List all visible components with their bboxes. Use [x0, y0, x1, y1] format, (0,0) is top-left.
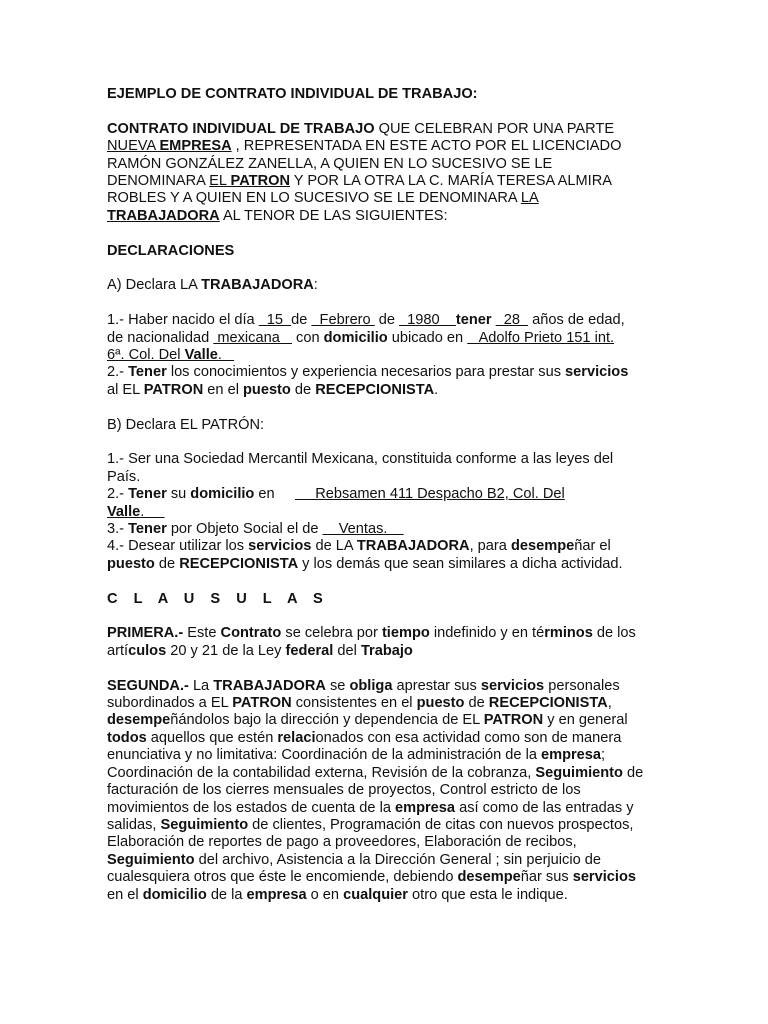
declaraciones-heading: DECLARACIONES	[107, 242, 235, 259]
clause-bold-text: empresa	[395, 799, 456, 816]
clause-bold-text: Trabajo	[360, 642, 413, 659]
clause-primera	[107, 625, 708, 660]
intro-line: RAMÓN GONZÁLEZ ZANELLA, A QUIEN EN LO SUCESIVO SE LE	[107, 155, 553, 172]
intro-underlined-text: NUEVA	[107, 138, 160, 155]
clause-label: PRIMERA.-	[107, 625, 184, 642]
clause-text: personales	[544, 677, 620, 694]
clause-bold-text: tiempo	[381, 625, 430, 642]
clause-text: de	[464, 695, 489, 712]
section-b-heading: B) Declara EL PATRÓN:	[107, 416, 265, 433]
worker-address-field: Valle	[184, 347, 218, 364]
birth-year-field: 1980	[399, 312, 456, 329]
clause-text: ;	[601, 747, 606, 764]
clause-line	[107, 869, 708, 886]
item-text: los conocimientos y experiencia necesarios para prestar sus	[166, 364, 566, 381]
intro-text: ROBLES Y A QUIEN EN LO SUCESIVO SE LE DENOMINARA	[107, 190, 521, 207]
clause-line	[107, 730, 708, 747]
intro-line	[107, 208, 708, 225]
clause-text: se celebra por	[281, 625, 382, 642]
intro-text: AL TENOR DE LAS SIGUIENTES:	[219, 207, 448, 224]
worker-address-field: .	[217, 347, 235, 364]
clause-line	[107, 625, 708, 642]
item-text: de	[291, 312, 312, 329]
item-text: su	[166, 486, 191, 503]
clause-text: subordinados a EL	[107, 695, 233, 712]
item-bold-text: desempe	[510, 538, 575, 555]
item-text: 1.- Haber nacido el día	[107, 312, 259, 329]
intro-text: QUE CELEBRAN POR UNA PARTE	[374, 120, 615, 137]
clause-text: 20 y 21 de la Ley	[166, 642, 286, 659]
item-text: años de edad,	[528, 312, 625, 329]
intro-text: DENOMINARA	[107, 173, 210, 190]
clause-bold-text: federal	[285, 642, 334, 659]
social-object-field: Ventas.	[322, 521, 404, 538]
clause-text: aquellos que estén	[146, 729, 278, 746]
clause-bold-text: servicios	[480, 677, 545, 694]
clause-line	[107, 747, 708, 764]
clause-bold-text: TRABAJADORA	[213, 677, 326, 694]
worker-address-field: Adolfo Prieto 151 int.	[467, 329, 615, 346]
clause-text: de la	[206, 886, 247, 903]
intro-worker-term: TRABAJADORA	[107, 207, 220, 224]
item-text: ubicado en	[387, 329, 468, 346]
item-text: 2.-	[107, 364, 129, 381]
intro-text: Y POR LA OTRA LA C. MARÍA TERESA ALMIRA	[290, 173, 613, 190]
item-bold-text: puesto	[107, 555, 155, 572]
clause-bold-text: Seguimiento	[160, 816, 249, 833]
clause-text: Este	[183, 625, 221, 642]
clause-text: de clientes, Programación de citas con nuevos prospectos,	[248, 816, 634, 833]
nationality-field: mexicana	[213, 329, 292, 346]
item-text: al EL	[107, 381, 144, 398]
clause-bold-text: domicilio	[142, 886, 207, 903]
item-text: con	[291, 329, 324, 346]
clause-line	[107, 800, 708, 817]
section-b-item-4-line	[107, 556, 708, 573]
clause-segunda	[107, 678, 708, 904]
clause-text: o en	[306, 886, 344, 903]
employer-address-field: Rebsamen 411 Despacho B2, Col. Del	[294, 486, 565, 503]
clause-text: del archivo, Asistencia a la Dirección General ; sin perjuicio de	[194, 851, 601, 868]
clause-bold-text: desempe	[457, 869, 521, 886]
clause-line	[107, 887, 708, 904]
clause-line	[107, 695, 708, 712]
clause-line	[107, 678, 708, 695]
item-bold-text: PATRON	[143, 381, 204, 398]
employer-address-field: Valle	[107, 503, 141, 520]
item-text: de	[374, 312, 400, 329]
item-bold-text: domicilio	[190, 486, 255, 503]
clause-bold-text: RECEPCIONISTA	[488, 695, 608, 712]
intro-line	[107, 121, 708, 138]
clause-line: facturación de los cierres mensuales de proyectos, Control estricto de los	[107, 782, 581, 799]
document-title: EJEMPLO DE CONTRATO INDIVIDUAL DE TRABAJO:	[107, 86, 478, 102]
birth-day-field: 15	[258, 312, 292, 329]
clause-bold-text: desempe	[107, 712, 171, 729]
clause-text: consistentes en el	[291, 695, 417, 712]
section-b-item-1-line: País.	[107, 468, 141, 485]
item-bold-text: RECEPCIONISTA	[315, 381, 435, 398]
clause-text: de los	[592, 625, 636, 642]
intro-line	[107, 190, 708, 207]
clause-bold-text: Seguimiento	[535, 764, 623, 781]
worker-address-field: 6ª. Col. Del	[107, 347, 185, 364]
item-bold-text: Tener	[128, 364, 167, 381]
section-b-item-2-line	[107, 504, 708, 521]
clause-bold-text: puesto	[416, 695, 465, 712]
section-a-item-1-line	[107, 330, 708, 347]
clause-text: indefinido y en té	[429, 625, 545, 642]
clause-bold-text: Contrato	[220, 625, 282, 642]
item-text: de	[154, 555, 180, 572]
employer-address-field: .	[140, 503, 165, 520]
clause-text: así como de las entradas y	[455, 799, 634, 816]
intro-bold-text: CONTRATO INDIVIDUAL DE TRABAJO	[107, 120, 375, 137]
item-text: , para	[469, 538, 511, 555]
intro-company-term: EMPRESA	[159, 138, 232, 155]
clause-bold-text: PATRON	[483, 712, 544, 729]
section-a-heading-bold: TRABAJADORA	[201, 277, 314, 294]
item-bold-text: domicilio	[323, 329, 388, 346]
birth-month-field: Febrero	[311, 312, 375, 329]
clause-label: SEGUNDA.-	[107, 677, 189, 694]
clause-text: La	[188, 677, 214, 694]
section-a-item-2-line	[107, 364, 708, 381]
section-a-heading	[107, 277, 708, 294]
clause-bold-text: relaci	[277, 729, 316, 746]
clause-bold-text: servicios	[572, 869, 636, 886]
clause-bold-text: cualquier	[343, 886, 408, 903]
item-bold-text: RECEPCIONISTA	[179, 555, 299, 572]
clause-line	[107, 817, 708, 834]
intro-patron-term: PATRON	[230, 173, 290, 190]
section-a-heading-text: A) Declara LA	[107, 277, 202, 294]
age-field: 28	[495, 312, 529, 329]
clause-line	[107, 765, 708, 782]
section-b-item-4-line	[107, 538, 708, 555]
item-text: de	[290, 381, 316, 398]
item-text: en el	[203, 381, 243, 398]
clause-text: artí	[107, 642, 129, 659]
section-a-heading-text: :	[313, 277, 318, 294]
section-a-item-1-line	[107, 347, 708, 364]
item-text: y los demás que sean similares a dicha actividad.	[298, 555, 623, 572]
item-bold-text: TRABAJADORA	[356, 538, 470, 555]
clause-text: movimientos de los estados de cuenta de la	[107, 799, 395, 816]
item-text: 3.-	[107, 521, 129, 538]
clause-text: ñar sus	[520, 869, 573, 886]
item-bold-text: tener	[455, 312, 492, 329]
section-a-item-2-line	[107, 382, 708, 399]
clause-text: otro que esta le indique.	[407, 886, 568, 903]
intro-line	[107, 138, 708, 155]
clause-text: onados con esa actividad como son de manera	[315, 729, 622, 746]
section-b-item-3-line	[107, 521, 708, 538]
section-b-items	[107, 451, 708, 573]
clause-bold-text: Seguimiento	[107, 851, 195, 868]
clause-text: ,	[607, 695, 612, 712]
intro-line	[107, 173, 708, 190]
item-text: de nacionalidad	[107, 329, 214, 346]
clause-text: enunciativa y no limitativa: Coordinación de la administración de la	[107, 747, 541, 764]
clause-text: salidas,	[107, 816, 161, 833]
clause-text: cualesquiera otros que éste le encomiende, debiendo	[107, 869, 458, 886]
clause-bold-text: rminos	[544, 625, 593, 642]
item-bold-text: puesto	[243, 381, 291, 398]
clause-bold-text: obliga	[349, 677, 393, 694]
item-bold-text: servicios	[248, 538, 312, 555]
clause-text: aprestar sus	[392, 677, 481, 694]
clause-line	[107, 712, 708, 729]
item-bold-text: servicios	[565, 364, 629, 381]
intro-underlined-text: EL	[209, 173, 231, 190]
item-bold-text: Tener	[128, 486, 167, 503]
item-bold-text: Tener	[128, 521, 167, 538]
intro-text: , REPRESENTADA EN ESTE ACTO POR EL LICENCIADO	[231, 138, 622, 155]
item-text: por Objeto Social el de	[166, 521, 323, 538]
item-text: en	[254, 486, 295, 503]
section-a-item-1-line	[107, 312, 708, 329]
clause-text: en el	[107, 886, 143, 903]
clause-line	[107, 643, 708, 660]
clause-text: del	[333, 642, 361, 659]
clause-bold-text: culos	[128, 642, 167, 659]
clause-text: y en general	[543, 712, 628, 729]
item-text: ñar el	[574, 538, 611, 555]
section-a-items	[107, 312, 708, 399]
section-b-item-1-line: 1.- Ser una Sociedad Mercantil Mexicana, constituida conforme a las leyes del	[107, 451, 614, 468]
clause-bold-text: empresa	[541, 747, 602, 764]
section-b-item-2-line	[107, 486, 708, 503]
clause-text: Coordinación de la contabilidad externa, Revisión de la cobranza,	[107, 764, 536, 781]
contract-intro	[107, 121, 708, 225]
clause-line	[107, 852, 708, 869]
item-text: 4.- Desear utilizar los	[107, 538, 249, 555]
clause-bold-text: PATRON	[232, 695, 292, 712]
clausulas-heading: C L A U S U L A S	[107, 590, 329, 607]
clause-text: ñándolos bajo la dirección y dependencia de EL	[170, 712, 484, 729]
clause-text: se	[325, 677, 350, 694]
clause-bold-text: empresa	[246, 886, 307, 903]
item-text: 2.-	[107, 486, 129, 503]
clause-bold-text: todos	[107, 729, 147, 746]
intro-underlined-text: LA	[520, 190, 539, 207]
clause-line: Elaboración de reportes de pago a proveedores, Elaboración de recibos,	[107, 834, 577, 851]
item-text: .	[434, 381, 439, 398]
item-text: de LA	[311, 538, 357, 555]
clause-text: de	[622, 764, 644, 781]
